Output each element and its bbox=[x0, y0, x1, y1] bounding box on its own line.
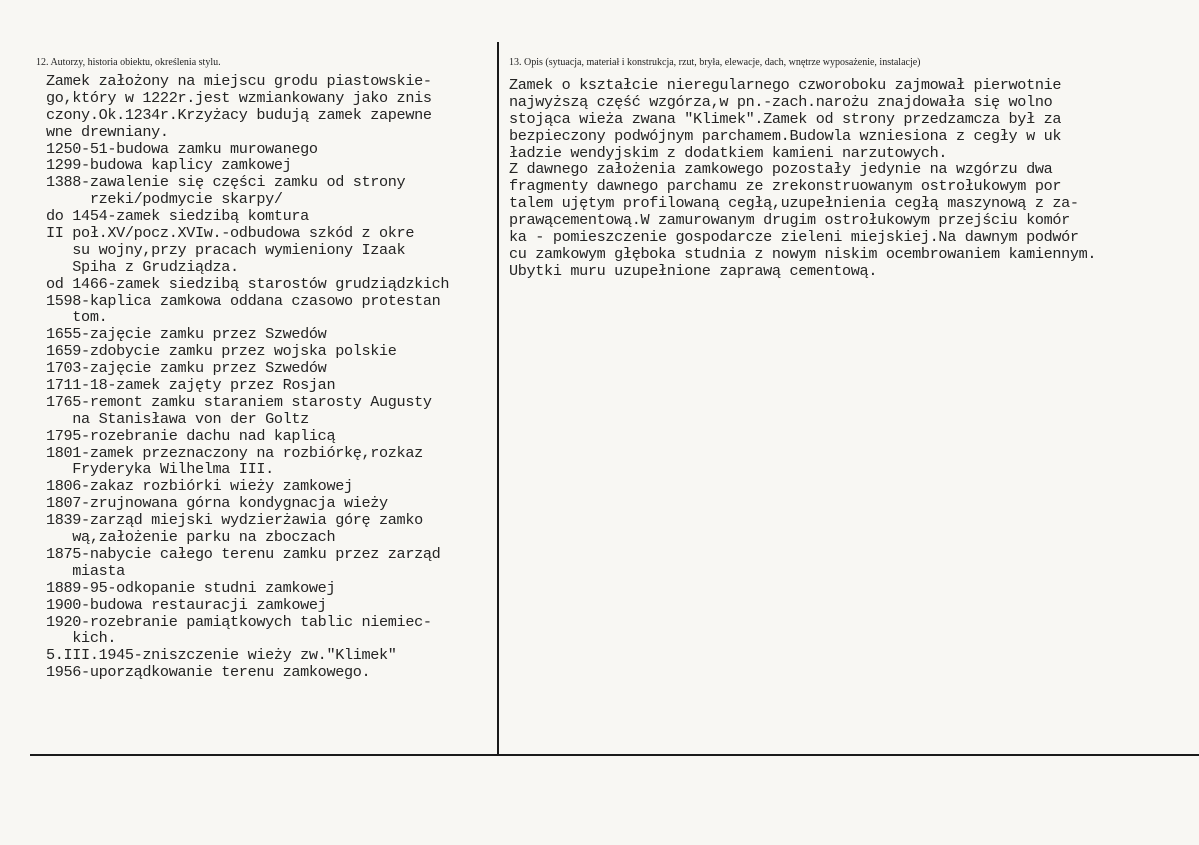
bottom-rule bbox=[30, 754, 1199, 756]
history-line: rzeki/podmycie skarpy/ bbox=[46, 190, 283, 209]
history-line: Spiha z Grudziądza. bbox=[46, 257, 239, 276]
description-line: prawącementową.W zamurowanym drugim ostrołukowym przejściu komór bbox=[509, 211, 1070, 230]
history-line: 1875-nabycie całego terenu zamku przez zarząd bbox=[46, 544, 441, 563]
history-line: 1920-rozebranie pamiątkowych tablic niemiec- bbox=[46, 612, 432, 631]
history-line: do 1454-zamek siedzibą komtura bbox=[46, 207, 309, 226]
history-line: 1250-51-budowa zamku murowanego bbox=[46, 139, 318, 158]
history-line: 1889-95-odkopanie studni zamkowej bbox=[46, 578, 336, 597]
history-line: 5.III.1945-zniszczenie wieży zw."Klimek" bbox=[46, 646, 397, 665]
history-text bbox=[46, 73, 449, 681]
history-line: na Stanisława von der Goltz bbox=[46, 409, 309, 428]
history-line: od 1466-zamek siedzibą starostów grudziądzkich bbox=[46, 274, 450, 293]
history-line: wne drewniany. bbox=[46, 122, 169, 141]
description-line: stojąca wieża zwana "Klimek".Zamek od strony przedzamcza był za bbox=[509, 109, 1062, 128]
description-line: cu zamkowym głęboka studnia z nowym niskim ocembrowaniem kamiennym. bbox=[509, 244, 1097, 263]
history-line: 1598-kaplica zamkowa oddana czasowo protestan bbox=[46, 291, 441, 310]
column-divider bbox=[497, 42, 499, 755]
description-line: Z dawnego założenia zamkowego pozostały jedynie na wzgórzu dwa bbox=[509, 160, 1053, 179]
description-text bbox=[509, 77, 1096, 280]
history-line: 1956-uporządkowanie terenu zamkowego. bbox=[46, 663, 371, 682]
section-12-header: 12. Autorzy, historia obiektu, określenia stylu. bbox=[36, 57, 221, 68]
history-line: su wojny,przy pracach wymieniony Izaak bbox=[46, 240, 406, 259]
history-line: 1765-remont zamku staraniem starosty Augusty bbox=[46, 392, 432, 411]
description-line: Zamek o kształcie nieregularnego czworoboku zajmował pierwotnie bbox=[509, 76, 1062, 94]
history-line: go,który w 1222r.jest wzmiankowany jako znis bbox=[46, 88, 432, 107]
history-line: 1659-zdobycie zamku przez wojska polskie bbox=[46, 342, 397, 361]
history-line: 1703-zajęcie zamku przez Szwedów bbox=[46, 359, 327, 378]
description-line: fragmenty dawnego parchamu ze zrekonstruowanym ostrołukowym por bbox=[509, 177, 1062, 196]
section-13-header: 13. Opis (sytuacja, materiał i konstrukcja, rzut, bryła, elewacje, dach, wnętrze wyposażenie, instalacje) bbox=[509, 57, 921, 68]
history-line: 1795-rozebranie dachu nad kaplicą bbox=[46, 426, 336, 445]
history-line: 1900-budowa restauracji zamkowej bbox=[46, 595, 327, 614]
history-line: miasta bbox=[46, 561, 125, 580]
description-line: talem ujętym profilowaną cegłą,uzupełnienia cegłą maszynową z za- bbox=[509, 194, 1079, 213]
history-line: 1806-zakaz rozbiórki wieży zamkowej bbox=[46, 477, 353, 496]
description-line: Ubytki muru uzupełnione zaprawą cementową. bbox=[509, 261, 878, 280]
history-line: 1801-zamek przeznaczony na rozbiórkę,rozkaz bbox=[46, 443, 423, 462]
description-line: ładzie wendyjskim z dodatkiem kamieni narzutowych. bbox=[509, 143, 948, 162]
history-line: wą,założenie parku na zboczach bbox=[46, 528, 336, 547]
history-line: 1655-zajęcie zamku przez Szwedów bbox=[46, 325, 327, 344]
history-line: Fryderyka Wilhelma III. bbox=[46, 460, 274, 479]
history-line: 1388-zawalenie się części zamku od strony bbox=[46, 173, 406, 192]
history-line: 1711-18-zamek zajęty przez Rosjan bbox=[46, 376, 336, 395]
history-line: kich. bbox=[46, 629, 117, 648]
history-line: tom. bbox=[46, 308, 108, 327]
description-line: ka - pomieszczenie gospodarcze zieleni miejskiej.Na dawnym podwór bbox=[509, 228, 1079, 247]
description-line: najwyższą część wzgórza,w pn.-zach.narożu znajdowała się wolno bbox=[509, 92, 1053, 111]
history-line: 1839-zarząd miejski wydzierżawia górę zamko bbox=[46, 511, 423, 530]
description-line: bezpieczony podwójnym parchamem.Budowla wzniesiona z cegły w uk bbox=[509, 126, 1062, 145]
history-line: Zamek założony na miejscu grodu piastowskie- bbox=[46, 72, 432, 90]
history-line: 1299-budowa kaplicy zamkowej bbox=[46, 156, 292, 175]
history-line: czony.Ok.1234r.Krzyżacy budują zamek zapewne bbox=[46, 105, 432, 124]
history-line: 1807-zrujnowana górna kondygnacja wieży bbox=[46, 494, 388, 513]
history-line: II poł.XV/pocz.XVIw.-odbudowa szkód z okre bbox=[46, 224, 415, 243]
